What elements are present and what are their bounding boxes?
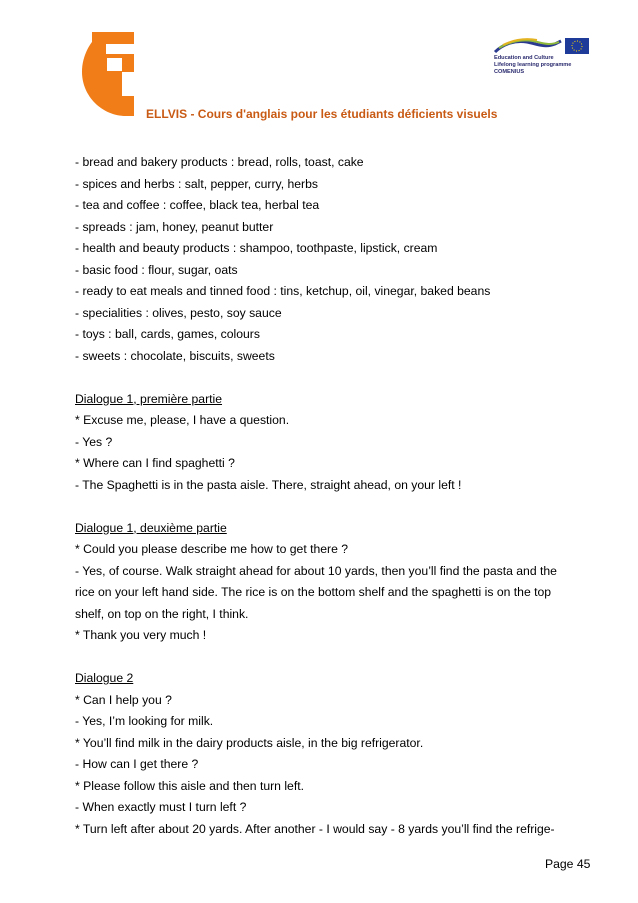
dialogue-heading: Dialogue 1, première partie xyxy=(75,391,223,406)
dialogue-line: - The Spaghetti is in the pasta aisle. There, straight ahead, on your left ! xyxy=(75,477,462,492)
dialogue-heading: Dialogue 2 xyxy=(75,671,134,685)
dialogue-line: * Excuse me, please, I have a question. xyxy=(75,413,290,427)
eu-line: COMENIUS xyxy=(494,69,525,76)
dialogue-line: * Could you please describe me how to get there ? xyxy=(75,542,349,556)
list-item: - bread and bakery products : bread, rolls, toast, cake xyxy=(75,155,364,169)
dialogue-line: shelf, on top on the right, I think. xyxy=(75,606,249,621)
dialogue-heading: Dialogue 1, deuxième partie xyxy=(75,520,227,535)
list-item: - health and beauty products : shampoo, toothpaste, lipstick, cream xyxy=(75,241,438,255)
dialogue-line: - Yes, of course. Walk straight ahead for about 10 yards, then you’ll find the pasta and the xyxy=(75,563,557,578)
dialogue-line: - Yes ? xyxy=(75,434,113,449)
dialogue-line: - When exactly must I turn left ? xyxy=(75,800,247,814)
eu-programme-text xyxy=(494,55,571,77)
dialogue-line: rice on your left hand side. The rice is on the bottom shelf and the spaghetti is on the top xyxy=(75,585,552,599)
eu-line: Education and Culture xyxy=(494,55,554,61)
page-header-title: ELLVIS - Cours d'anglais pour les étudiants déficients visuels xyxy=(146,107,498,121)
dialogue-line: - Yes, I’m looking for milk. xyxy=(75,714,214,728)
dialogue-line: - How can I get there ? xyxy=(75,757,199,771)
dialogue-line: * Turn left after about 20 yards. After another - I would say - 8 yards you’ll find the refrige- xyxy=(75,821,555,836)
list-item: - tea and coffee : coffee, black tea, herbal tea xyxy=(75,198,320,212)
document-body xyxy=(75,152,597,840)
dialogue-line: * Can I help you ? xyxy=(75,692,172,707)
list-item: - specialities : olives, pesto, soy sauce xyxy=(75,305,282,320)
list-item: - ready to eat meals and tinned food : tins, ketchup, oil, vinegar, baked beans xyxy=(75,284,491,298)
dialogue-line: * Please follow this aisle and then turn left. xyxy=(75,778,304,793)
list-item: - spices and herbs : salt, pepper, curry, herbs xyxy=(75,176,318,191)
list-item: - toys : ball, cards, games, colours xyxy=(75,327,260,341)
page-number: Page 45 xyxy=(545,857,591,871)
eu-line: Lifelong learning programme xyxy=(494,62,572,69)
dialogue-line: * Thank you very much ! xyxy=(75,628,207,642)
dialogue-line: * Where can I find spaghetti ? xyxy=(75,456,235,470)
ellvis-logo xyxy=(82,32,134,116)
spacer xyxy=(75,496,597,518)
dialogue-line: * You’ll find milk in the dairy products aisle, in the big refrigerator. xyxy=(75,735,424,750)
list-item: - sweets : chocolate, biscuits, sweets xyxy=(75,348,275,363)
list-item: - basic food : flour, sugar, oats xyxy=(75,262,238,277)
spacer xyxy=(75,367,597,389)
spacer xyxy=(75,647,597,669)
list-item: - spreads : jam, honey, peanut butter xyxy=(75,219,274,234)
